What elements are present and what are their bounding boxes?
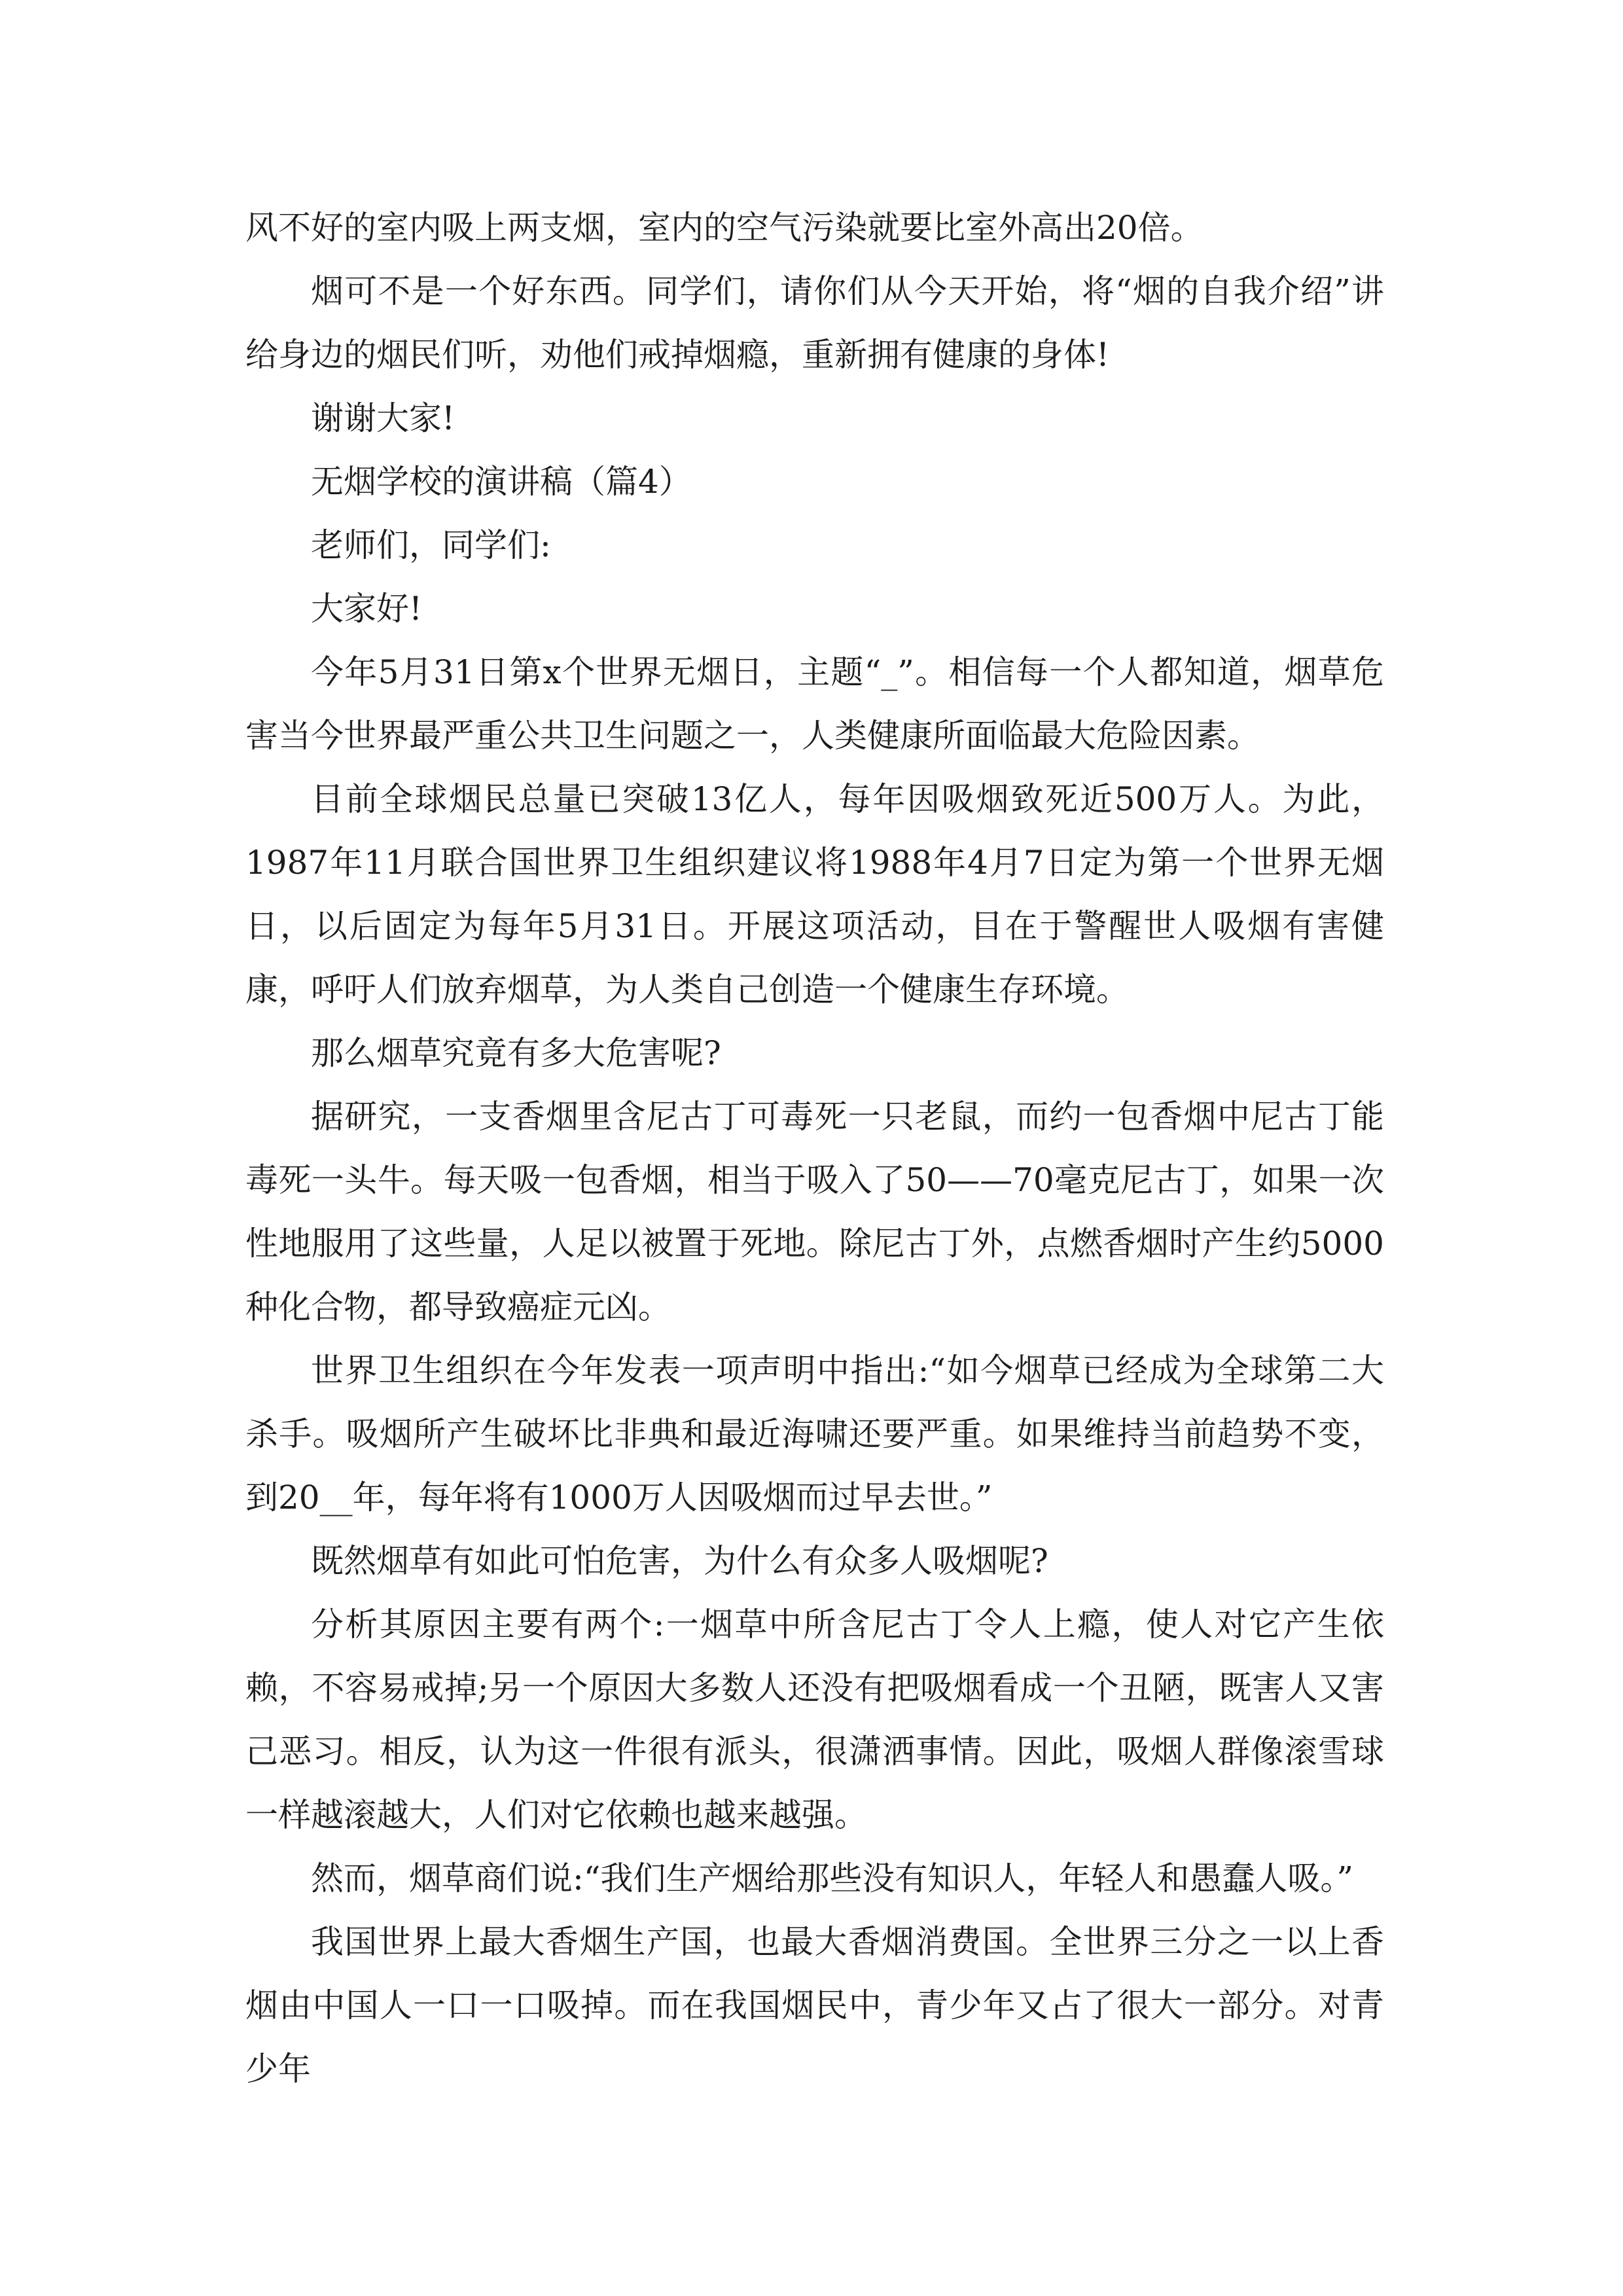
paragraph-2: 烟可不是一个好东西。同学们，请你们从今天开始，将“烟的自我介绍”讲给身边的烟民们听，劝他们戒掉烟瘾，重新拥有健康的身体!	[245, 272, 1384, 374]
document-body	[245, 196, 1384, 2101]
greeting: 大家好!	[311, 590, 423, 628]
paragraph-11: 世界卫生组织在今年发表一项声明中指出:“如今烟草已经成为全球第二大杀手。吸烟所产生破坏比非典和最近海啸还要严重。如果维持当前趋势不变，到20__年，每年将有1000万人因吸烟而过早去世。”	[245, 1352, 1384, 1516]
paragraph-10: 据研究，一支香烟里含尼古丁可毒死一只老鼠，而约一包香烟中尼古丁能毒死一头牛。每天吸一包香烟，相当于吸入了50——70毫克尼古丁，如果一次性地服用了这些量，人足以被置于死地。除尼古丁外，点燃香烟时产生约5000种化合物，都导致癌症元凶。	[245, 1098, 1384, 1326]
paragraph-1: 风不好的室内吸上两支烟，室内的空气污染就要比室外高出20倍。	[245, 209, 1204, 247]
salutation: 老师们，同学们:	[311, 526, 551, 564]
paragraph-8: 目前全球烟民总量已突破13亿人，每年因吸烟致死近500万人。为此，1987年11月联合国世界卫生组织建议将1988年4月7日定为第一个世界无烟日，以后固定为每年5月31日。开展这项活动，目在于警醒世人吸烟有害健康，呼吁人们放弃烟草，为人类自己创造一个健康生存环境。	[245, 780, 1384, 1009]
paragraph-9: 那么烟草究竟有多大危害呢?	[311, 1034, 721, 1072]
paragraph-15: 我国世界上最大香烟生产国，也最大香烟消费国。全世界三分之一以上香烟由中国人一口一口吸掉。而在我国烟民中，青少年又占了很大一部分。对青少年	[245, 1923, 1384, 2088]
section-heading: 无烟学校的演讲稿（篇4）	[311, 463, 692, 501]
paragraph-3: 谢谢大家!	[311, 399, 455, 437]
paragraph-7: 今年5月31日第x个世界无烟日，主题“_”。相信每一个人都知道，烟草危害当今世界最严重公共卫生问题之一，人类健康所面临最大危险因素。	[245, 653, 1384, 755]
paragraph-14: 然而，烟草商们说:“我们生产烟给那些没有知识人，年轻人和愚蠢人吸。”	[311, 1859, 1353, 1897]
paragraph-13: 分析其原因主要有两个:一烟草中所含尼古丁令人上瘾，使人对它产生依赖，不容易戒掉;另一个原因大多数人还没有把吸烟看成一个丑陋，既害人又害己恶习。相反，认为这一件很有派头，很潇洒事情。因此，吸烟人群像滚雪球一样越滚越大，人们对它依赖也越来越强。	[245, 1605, 1384, 1834]
paragraph-12: 既然烟草有如此可怕危害，为什么有众多人吸烟呢?	[311, 1542, 1048, 1580]
